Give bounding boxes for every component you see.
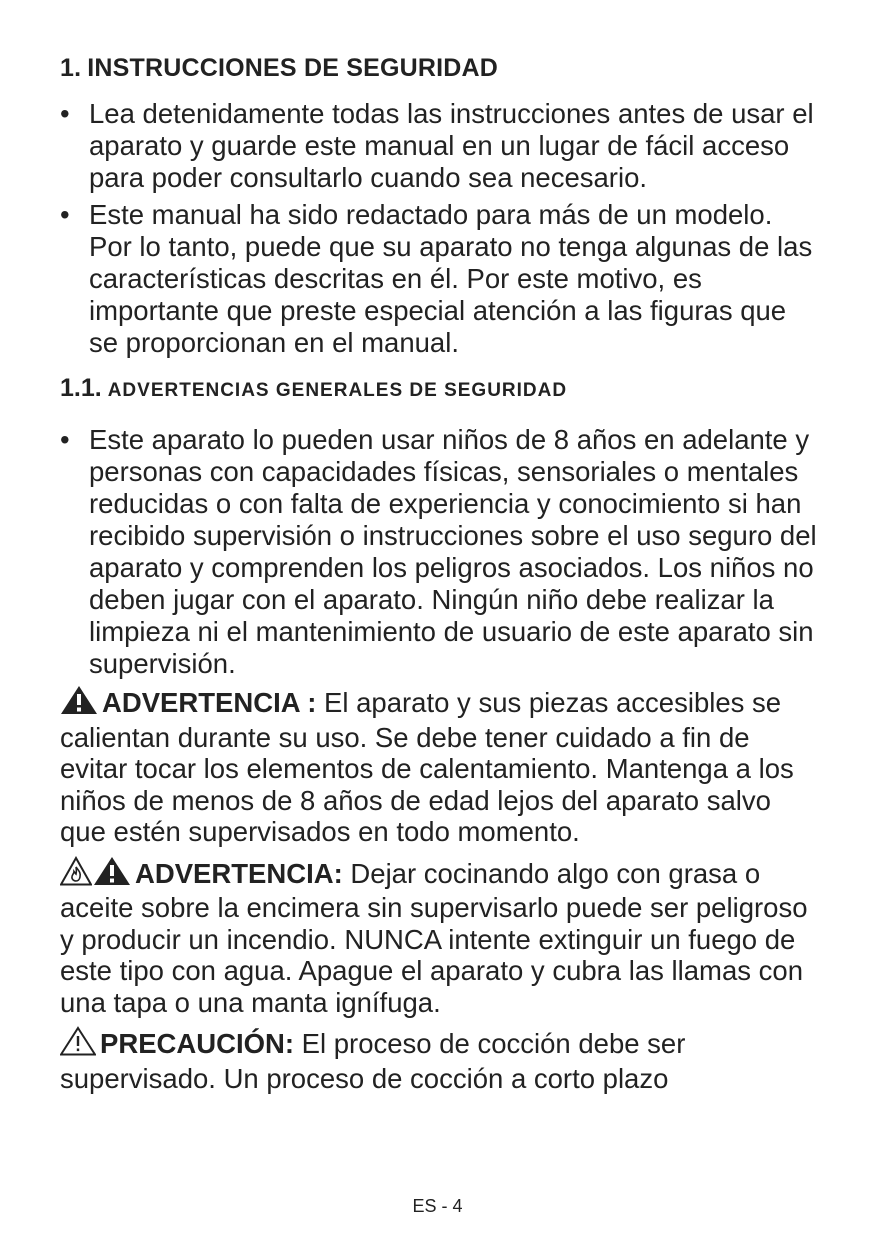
subsection-number: 1.1. xyxy=(60,374,102,402)
bullet-marker: • xyxy=(60,98,70,129)
caution-text: El proceso de cocción debe ser supervisado. Un proceso de cocción a corto plazo xyxy=(60,1028,686,1094)
bullet-marker: • xyxy=(60,199,70,230)
list-item xyxy=(60,424,820,680)
warning-label: ADVERTENCIA : xyxy=(102,687,317,718)
caution-label: PRECAUCIÓN: xyxy=(100,1028,295,1059)
section-number: 1. xyxy=(60,54,82,82)
bullet-marker: • xyxy=(60,424,70,455)
warning-filled-icon xyxy=(60,685,98,722)
warning-filled-icon xyxy=(93,856,131,893)
list-item xyxy=(60,199,820,359)
general-bullet-list xyxy=(60,424,820,680)
warning-text: Dejar cocinando algo con grasa o aceite sobre la encimera sin supervisarlo puede ser peligroso y producir un incendio. NUNCA intente extinguir un fuego de este tipo con agua. Apague el aparato y cubra las llamas con una tapa o una manta ignífuga. xyxy=(60,857,808,1018)
warning-text: El aparato y sus piezas accesibles se calientan durante su uso. Se debe tener cuidado a fin de evitar tocar los elementos de calentamiento. Mantenga a los niños de menos de 8 años de edad lejos del aparato salvo que estén supervisados en todo momento. xyxy=(60,687,794,847)
intro-bullet-list xyxy=(60,98,820,359)
list-item xyxy=(60,98,820,194)
manual-page xyxy=(60,52,820,1102)
warning-block-fire xyxy=(60,856,820,1019)
subsection-title-text: ADVERTENCIAS GENERALES DE SEGURIDAD xyxy=(107,380,568,401)
subsection-title xyxy=(60,373,820,406)
bullet-text: Este manual ha sido redactado para más de un modelo. Por lo tanto, puede que su aparato no tenga algunas de las características descritas en él. Por este motivo, es importante que preste especial atención a las figuras que se proporcionan en el manual. xyxy=(89,199,813,358)
section-title xyxy=(60,52,820,84)
bullet-text: Lea detenidamente todas las instrucciones antes de usar el aparato y guarde este manual en un lugar de fácil acceso para poder consultarlo cuando sea necesario. xyxy=(89,98,814,193)
caution-block-cooking xyxy=(60,1026,820,1094)
warning-label: ADVERTENCIA: xyxy=(135,857,343,889)
fire-warning-icon xyxy=(60,856,92,893)
page-number: ES - 4 xyxy=(412,1196,463,1216)
warning-block-heat xyxy=(60,685,820,848)
section-title-text: INSTRUCCIONES DE SEGURIDAD xyxy=(87,54,499,82)
bullet-text: Este aparato lo pueden usar niños de 8 años en adelante y personas con capacidades físicas, sensoriales o mentales reducidas o con falta de experiencia y conocimiento si han recibido supervisión o instrucciones sobre el uso seguro del aparato y comprenden los peligros asociados. Los niños no deben jugar con el aparato. Ningún niño debe realizar la limpieza ni el mantenimiento de usuario de este aparato sin supervisión. xyxy=(89,424,817,679)
caution-outline-icon xyxy=(60,1026,96,1063)
